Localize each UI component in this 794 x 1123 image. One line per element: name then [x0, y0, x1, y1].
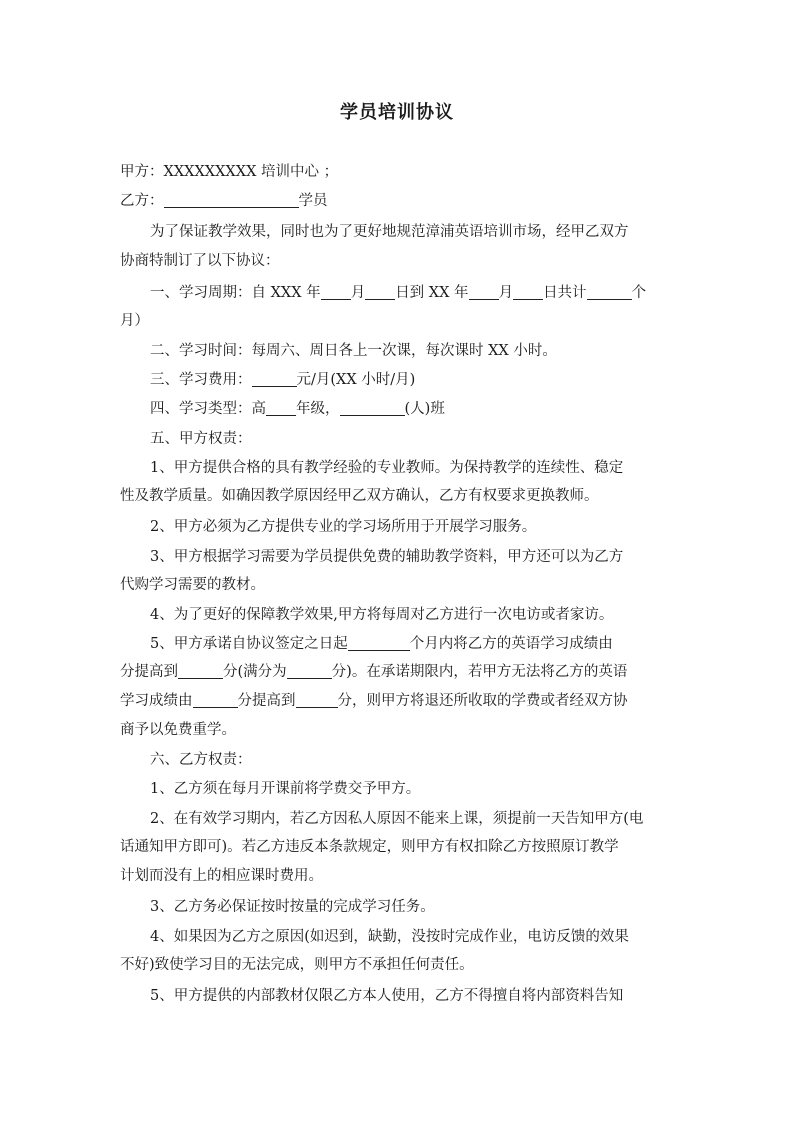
- clause-5-5-line-3: [120, 689, 680, 713]
- clause-5-5-text-g: 分提高到: [237, 693, 296, 709]
- blank-start-day: [365, 283, 395, 300]
- clause-5-5-text-d: 分(满分为: [223, 664, 287, 680]
- clause-5-2: 2、甲方必须为乙方提供专业的学习场所用于开展学习服务。: [150, 519, 537, 535]
- party-a-line: 甲方：XXXXXXXXX 培训中心 ；: [120, 164, 339, 180]
- clause-5-5-text-b: 个月内将乙方的英语学习成绩由: [409, 636, 613, 652]
- blank-total-months: [587, 283, 632, 300]
- clause-6-heading: 六、乙方权责：: [150, 752, 252, 768]
- clause-6-2-line-2: 话通知甲方即可)。若乙方违反本条款规定，则甲方有权扣除乙方按照原订教学: [120, 839, 619, 855]
- clause-5-3-line-2: 代购学习需要的教材。: [120, 577, 265, 593]
- intro-line-2: 协商特制订了以下协议：: [120, 253, 280, 269]
- blank-fee: [252, 370, 297, 387]
- clause-4-text-c: (人)班: [404, 401, 445, 417]
- clause-1-text-f: 个: [631, 285, 647, 301]
- party-b-label: 乙方：: [120, 193, 164, 209]
- party-b-suffix: 学员: [298, 193, 328, 209]
- document-title: 学员培训协议: [340, 102, 454, 123]
- clause-1-text-d: 月: [498, 285, 514, 301]
- clause-5-1-line-1: 1、甲方提供合格的具有教学经验的专业教师。为保持教学的连续性、稳定: [150, 460, 624, 476]
- clause-5-5-line-4: 商予以免费重学。: [120, 722, 236, 738]
- blank-promise-months: [348, 634, 410, 651]
- clause-1-text-e: 日共计: [543, 285, 587, 301]
- blank-class-size: [340, 399, 405, 416]
- clause-1-line-1: [150, 281, 680, 305]
- clause-6-4-line-2: 不好)致使学习目的无法完成，则甲方不承担任何责任。: [120, 957, 474, 973]
- clause-5-5-text-f: 学习成绩由: [120, 693, 193, 709]
- blank-from-score: [193, 691, 238, 708]
- clause-3-text-a: 三、学习费用：: [150, 372, 252, 388]
- clause-1-line-2: 月）: [120, 313, 149, 329]
- intro-line-1: 为了保证教学效果，同时也为了更好地规范漳浦英语培训市场，经甲乙双方: [150, 224, 629, 240]
- clause-3-text-b: 元/月(XX 小时/月): [296, 372, 416, 388]
- blank-grade: [266, 399, 296, 416]
- blank-end-day: [513, 283, 543, 300]
- clause-6-2-line-3: 计划而没有上的相应课时费用。: [120, 868, 323, 884]
- clause-6-5: 5、甲方提供的内部教材仅限乙方本人使用，乙方不得擅自将内部资料告知: [150, 988, 624, 1004]
- clause-3: [150, 368, 680, 392]
- clause-6-4-line-1: 4、如果因为乙方之原因(如迟到，缺勤，没按时完成作业，电访反馈的效果: [150, 929, 629, 945]
- clause-5-5-text-e: 分)。在承诺期限内，若甲方无法将乙方的英语: [331, 664, 628, 680]
- clause-5-5-text-h: 分，则甲方将退还所收取的学费或者经双方协: [337, 693, 628, 709]
- clause-6-2-line-1: 2、在有效学习期内，若乙方因私人原因不能来上课，须提前一天告知甲方(电: [150, 811, 644, 827]
- clause-5-heading: 五、甲方权责：: [150, 431, 252, 447]
- clause-5-1-line-2: 性及教学质量。如确因教学原因经甲乙双方确认，乙方有权要求更换教师。: [120, 488, 599, 504]
- blank-to-score: [296, 691, 338, 708]
- blank-student-name: [164, 191, 299, 208]
- clause-6-1: 1、乙方须在每月开课前将学费交予甲方。: [150, 781, 421, 797]
- clause-5-4: 4、为了更好的保障教学效果,甲方将每周对乙方进行一次电访或者家访。: [150, 607, 614, 623]
- clause-4-text-b: 年级，: [296, 401, 340, 417]
- clause-5-3-line-1: 3、甲方根据学习需要为学员提供免费的辅助教学资料，甲方还可以为乙方: [150, 549, 624, 565]
- clause-1-text-b: 月: [350, 285, 366, 301]
- blank-end-month: [469, 283, 499, 300]
- clause-5-5-text-a: 5、甲方承诺自协议签定之日起: [150, 636, 348, 652]
- clause-5-5-text-c: 分提高到: [120, 664, 178, 680]
- clause-1-text-a: 一、学习周期：自 XXX 年: [150, 285, 321, 301]
- clause-5-5-line-1: [150, 632, 680, 656]
- blank-start-month: [321, 283, 351, 300]
- clause-4: [150, 397, 680, 421]
- blank-target-score: [178, 662, 223, 679]
- clause-6-3: 3、乙方务必保证按时按量的完成学习任务。: [150, 899, 435, 915]
- party-b-line: [120, 189, 680, 213]
- clause-1-text-c: 日到 XX 年: [395, 285, 469, 301]
- clause-2: 二、学习时间：每周六、周日各上一次课，每次课时 XX 小时。: [150, 343, 557, 359]
- blank-full-score: [287, 662, 332, 679]
- clause-4-text-a: 四、学习类型：高: [150, 401, 266, 417]
- clause-5-5-line-2: [120, 660, 680, 684]
